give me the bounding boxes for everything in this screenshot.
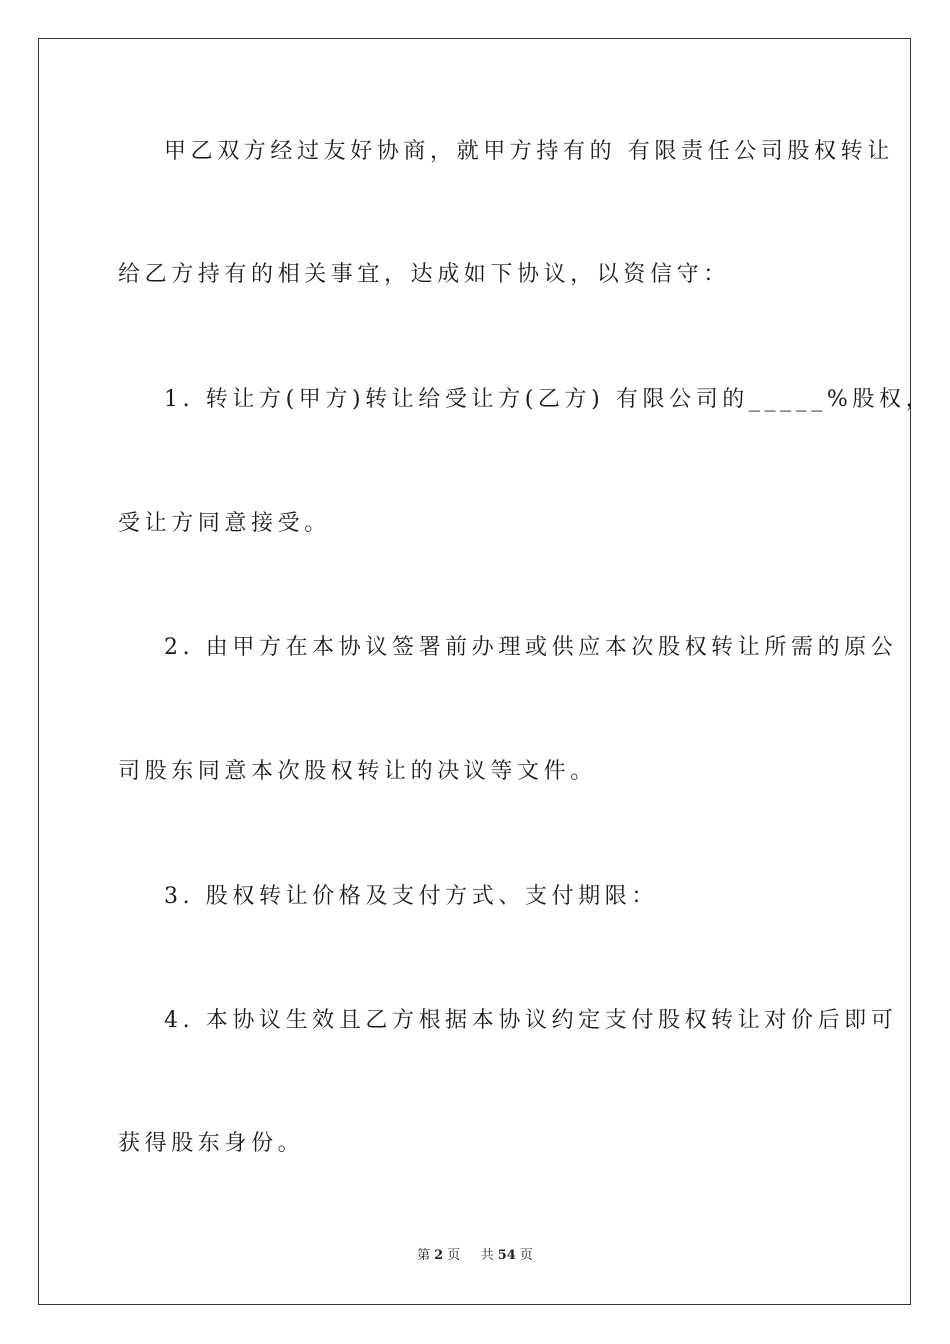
clause-1-line-2: 受让方同意接受。 — [118, 511, 331, 536]
clause-4-line-1: 4. 本协议生效且乙方根据本协议约定支付股权转让对价后即可 — [164, 1008, 898, 1033]
total-pages: 54 — [497, 1248, 516, 1263]
total-prefix: 共 — [480, 1248, 494, 1263]
clause-3-line-1: 3. 股权转让价格及支付方式、支付期限： — [164, 884, 658, 909]
paragraph-1-line-2: 给乙方持有的相关事宜，达成如下协议，以资信守： — [118, 262, 730, 287]
page-border — [38, 38, 911, 1305]
page-footer — [0, 1247, 950, 1265]
page-number: 2 — [434, 1248, 444, 1263]
clause-2-line-2: 司股东同意本次股权转让的决议等文件。 — [118, 759, 597, 784]
page-suffix: 页 — [447, 1248, 461, 1263]
clause-4-line-2: 获得股东身份。 — [118, 1131, 305, 1156]
page-prefix: 第 — [417, 1248, 431, 1263]
clause-1-line-1: 1. 转让方(甲方)转让给受让方(乙方) 有限公司的_____%股权， — [164, 387, 933, 412]
paragraph-1-line-1: 甲乙双方经过友好协商，就甲方持有的 有限责任公司股权转让 — [164, 139, 894, 164]
clause-2-line-1: 2. 由甲方在本协议签署前办理或供应本次股权转让所需的原公 — [164, 635, 898, 660]
total-suffix: 页 — [519, 1248, 533, 1263]
